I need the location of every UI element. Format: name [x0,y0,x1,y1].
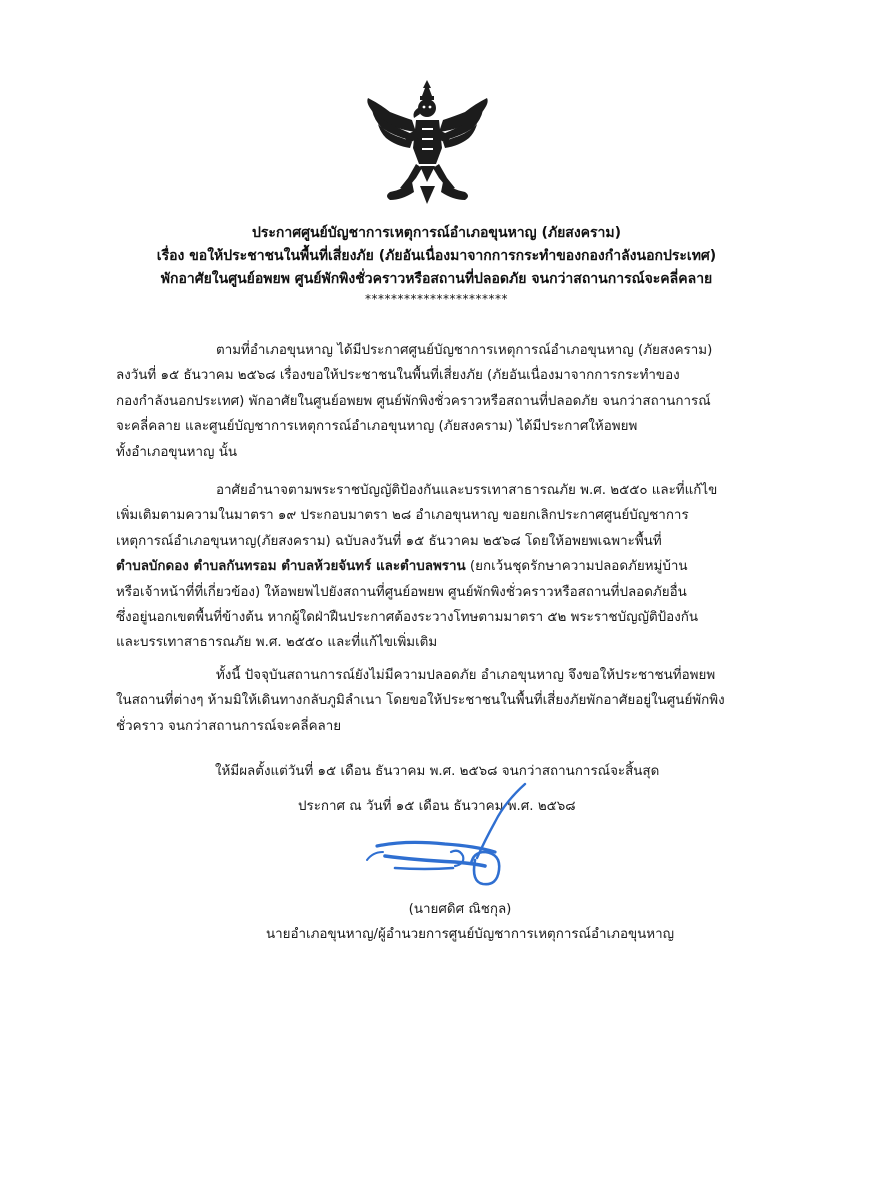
paragraph-line: กองกำลังนอกประเทศ) พักอาศัยในศูนย์อพยพ ศูนย์พักพิงชั่วคราวหรือสถานที่ปลอดภัย จนกว่าสถานการณ์ [116,393,711,409]
paragraph-1 [116,338,764,465]
effective-date: ให้มีผลตั้งแต่วันที่ ๑๕ เดือน ธันวาคม พ.ศ. ๒๕๖๘ จนกว่าสถานการณ์จะสิ้นสุด [215,764,660,779]
paragraph-line: อาศัยอำนาจตามพระราชบัญญัติป้องกันและบรรเทาสาธารณภัย พ.ศ. ๒๕๕๐ และที่แก้ไข [216,483,718,498]
paragraph-line: หรือเจ้าหน้าที่ที่เกี่ยวข้อง) ให้อพยพไปยังสถานที่ศูนย์อพยพ ศูนย์พักพิงชั่วคราวหรือสถานที่ปลอดภัยอื่น [116,584,687,600]
garuda-emblem-icon [360,78,495,208]
paragraph-line: ในสถานที่ต่างๆ ห้ามมิให้เดินทางกลับภูมิลำเนา โดยขอให้ประชาชนในพื้นที่เสี่ยงภัยพักอาศัยอยู่ในศูนย์พักพิง [116,693,725,709]
paragraph-line: ซึ่งอยู่นอกเขตพื้นที่ข้างต้น หากผู้ใดฝ่าฝืนประกาศต้องระวางโทษตามมาตรา ๕๒ พระราชบัญญัติป้องกัน [116,610,699,626]
paragraph-line: ชั่วคราว จนกว่าสถานการณ์จะคลี่คลาย [116,718,342,734]
paragraph-2 [116,478,764,656]
paragraph-line: ตามที่อำเภอขุนหาญ ได้มีประกาศศูนย์บัญชาการเหตุการณ์อำเภอขุนหาญ (ภัยสงคราม) [216,343,713,358]
paragraph-3 [116,663,764,739]
paragraph-line [116,554,764,579]
paragraph-line: เหตุการณ์อำเภอขุนหาญ(ภัยสงคราม) ฉบับลงวันที่ ๑๕ ธันวาคม ๒๕๖๘ โดยให้อพยพเฉพาะพื้นที่ [116,533,662,549]
paragraph-line: ทั้งนี้ ปัจจุบันสถานการณ์ยังไม่มีความปลอดภัย อำเภอขุนหาญ จึงขอให้ประชาชนที่อพยพ [216,668,716,683]
paragraph-line: ลงวันที่ ๑๕ ธันวาคม ๒๕๖๘ เรื่องขอให้ประชาชนในพื้นที่เสี่ยงภัย (ภัยอันเนื่องมาจากการกระทำของ [116,368,680,384]
signer-title: นายอำเภอขุนหาญ/ผู้อำนวยการศูนย์บัญชาการเหตุการณ์อำเภอขุนหาญ [265,927,675,942]
announcement-date: ประกาศ ณ วันที่ ๑๕ เดือน ธันวาคม พ.ศ. ๒๕๖๘ [298,799,576,814]
header-subject-cont: พักอาศัยในศูนย์อพยพ ศูนย์พักพิงชั่วคราวหรือสถานที่ปลอดภัย จนกว่าสถานการณ์จะคลี่คลาย [160,271,713,287]
handwritten-signature [355,782,575,892]
signer-name: (นายศดิศ ณิชกุล) [408,902,512,917]
paragraph-line: และบรรเทาสาธารณภัย พ.ศ. ๒๕๕๐ และที่แก้ไขเพิ่มเติม [116,635,438,651]
header-title: ประกาศศูนย์บัญชาการเหตุการณ์อำเภอขุนหาญ (ภัยสงคราม) [251,225,622,241]
evacuation-areas: ตำบลบักดอง ตำบลกันทรอม ตำบลห้วยจันทร์ และตำบลพราน [116,559,466,575]
header-divider: ********************** [365,292,508,306]
paragraph-line: จะคลี่คลาย และศูนย์บัญชาการเหตุการณ์อำเภอขุนหาญ (ภัยสงคราม) ได้มีประกาศให้อพยพ [116,419,638,435]
paragraph-line: ทั้งอำเภอขุนหาญ นั้น [116,444,237,460]
paragraph-line: เพิ่มเติมตามความในมาตรา ๑๙ ประกอบมาตรา ๒๘ อำเภอขุนหาญ ขอยกเลิกประกาศศูนย์บัญชาการ [116,508,689,524]
announcement-header [100,222,773,306]
header-subject: เรื่อง ขอให้ประชาชนในพื้นที่เสี่ยงภัย (ภัยอันเนื่องมาจากการกระทำของกองกำลังนอกประเทศ) [156,248,717,264]
evacuation-exception: (ยกเว้นชุดรักษาความปลอดภัยหมู่บ้าน [465,559,688,575]
